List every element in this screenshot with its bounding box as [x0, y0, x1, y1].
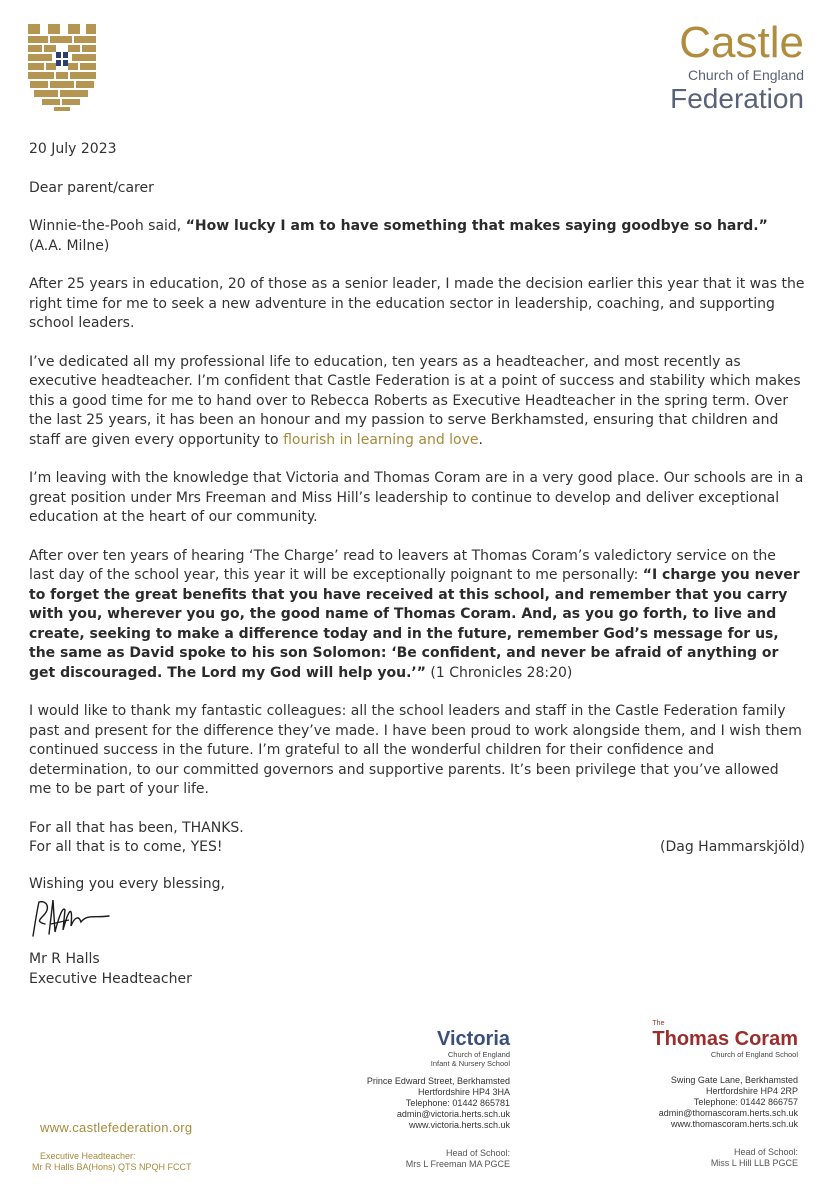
victoria-sub-2: Infant & Nursery School: [430, 1059, 510, 1068]
paragraph-decision: After 25 years in education, 20 of those as a senior leader, I made the decision earlier this year that it was the right time for me to seek a new adventure in the education sector in leadership, coaching, and supporting school leaders.: [29, 276, 805, 331]
coram-head-name: Miss L Hill LLB PGCE: [710, 1158, 798, 1168]
thomas-coram-school-block: [578, 1020, 798, 1169]
coram-address-1: Swing Gate Lane, Berkhamsted: [670, 1075, 798, 1085]
victoria-logo: Victoria: [437, 1028, 510, 1050]
victoria-head-name: Mrs L Freeman MA PGCE: [405, 1159, 510, 1169]
victoria-website[interactable]: www.victoria.herts.sch.uk: [408, 1120, 510, 1130]
letter-date: 20 July 2023: [29, 141, 117, 157]
dedication-end: .: [478, 431, 483, 448]
victoria-address-2: Hertfordshire HP4 3HA: [417, 1087, 510, 1097]
paragraph-schools: I’m leaving with the knowledge that Victoria and Thomas Coram are in a very good place. Our schools are in a great position under Mrs Freeman and Miss Hill’s leadership to continue to develop and deliver exceptional education at the heart of our community.: [29, 470, 804, 525]
victoria-head-label: Head of School:: [445, 1148, 510, 1158]
charge-reference: (1 Chronicles 28:20): [425, 664, 573, 681]
paragraph-thanks: I would like to thank my fantastic colleagues: all the school leaders and staff in the Castle Federation family past and present for the difference they’ve made. I have been proud to work alongside them, and I wish them continued success in the future. I’m grateful to all the wonderful children for their confidence and determination, to our committed governors and supportive parents. It’s been privilege that you’ve allowed me to be part of your life.: [29, 703, 802, 797]
exec-head-name: Mr R Halls BA(Hons) QTS NPQH FCCT: [32, 1162, 192, 1172]
signer-name: Mr R Halls: [29, 951, 100, 967]
pooh-quote: “How lucky I am to have something that makes saying goodbye so hard.”: [185, 218, 768, 234]
castle-federation-wordmark: [670, 20, 804, 114]
brand-castle: Castle: [679, 18, 804, 67]
coram-email[interactable]: admin@thomascoram.herts.sch.uk: [658, 1108, 798, 1118]
charge-text: After over ten years of hearing ‘The Charge’ read to leavers at Thomas Coram’s valedictory service on the last day of the school year, this year it will be exceptionally poignant to me personally:: [29, 547, 776, 583]
federation-crest-logo: [26, 22, 98, 114]
victoria-phone: Telephone: 01442 865781: [405, 1098, 510, 1108]
coram-address-2: Hertfordshire HP4 2RP: [705, 1086, 798, 1096]
paragraph-quote: [29, 217, 805, 256]
quote-author: (A.A. Milne): [29, 237, 110, 254]
brand-federation: Federation: [670, 83, 804, 114]
coram-head-label: Head of School:: [733, 1147, 798, 1157]
victoria-sub-1: Church of England: [447, 1050, 510, 1059]
footer-federation: [32, 1120, 240, 1173]
paragraph-charge: [29, 547, 805, 684]
thomas-coram-logo: Thomas Coram: [652, 1028, 798, 1050]
signature-image: [29, 896, 113, 948]
charge-quote: “I charge you never to forget the great benefits that you have received at this school, and remember that you carry with you, wherever you go, the good name of Thomas Coram. And, as you go forth, to live and create, seeking to make a difference today and in the future, remember God’s message for us, the same as David spoke to his son Solomon: ‘Be confident, and never be afraid of anything or get discouraged. The Lord my God will help you.’”: [29, 567, 800, 681]
thomas-coram-the: The: [652, 1020, 665, 1027]
flourish-highlight: flourish in learning and love: [283, 431, 479, 448]
victoria-address-1: Prince Edward Street, Berkhamsted: [366, 1076, 510, 1086]
exec-head-label: Executive Headteacher:: [40, 1151, 136, 1161]
dedication-text: I’ve dedicated all my professional life to education, ten years as a headteacher, and most recently as executive headteacher. I’m confident that Castle Federation is at a point of success and stability which makes this a good time for me to hand over to Rebecca Roberts as Executive Headteacher in the spring term. Over the last 25 years, it has been an honour and my passion to serve Berkhamsted, ensuring that children and staff are given every opportunity to: [29, 353, 801, 448]
coram-website[interactable]: www.thomascoram.herts.sch.uk: [670, 1119, 798, 1129]
thomas-coram-sub-1: Church of England School: [710, 1050, 798, 1059]
letter-salutation: Dear parent/carer: [29, 179, 154, 196]
victoria-email[interactable]: admin@victoria.herts.sch.uk: [396, 1109, 510, 1119]
federation-website-link[interactable]: www.castlefederation.org: [40, 1120, 193, 1135]
coram-phone: Telephone: 01442 866757: [693, 1097, 798, 1107]
closing-line-2: For all that is to come, YES!: [29, 839, 223, 855]
closing-quote: [29, 819, 805, 858]
paragraph-dedication: [29, 353, 805, 451]
sign-off: Wishing you every blessing,: [29, 875, 225, 892]
signer-title: Executive Headteacher: [29, 970, 192, 987]
closing-author: (Dag Hammarskjöld): [660, 839, 805, 855]
letter-body: [29, 140, 805, 989]
closing-line-1: For all that has been, THANKS.: [29, 819, 244, 836]
victoria-school-block: [290, 1028, 510, 1170]
brand-church: Church of England: [688, 67, 804, 83]
quote-intro: Winnie-the-Pooh said,: [29, 218, 186, 234]
